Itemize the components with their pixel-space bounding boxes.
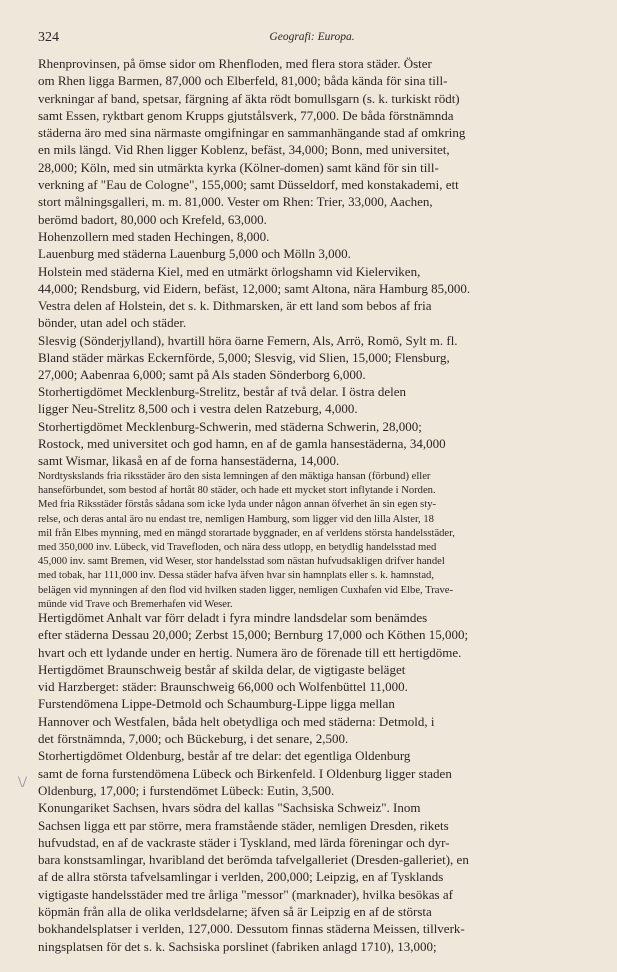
text-line: berömd badort, 80,000 och Krefeld, 63,000. xyxy=(38,211,267,227)
text-line: Hertigdömet Braunschweig består af skilda delar, de vigtigaste beläget xyxy=(38,661,406,677)
text-line: ningsplatsen för det s. k. Sachsiska porslinet (fabriken anlagd 1710), 13,000; xyxy=(38,938,437,954)
text-line: det förstnämnda, 7,000; och Bückeburg, i det senare, 2,500. xyxy=(38,731,349,747)
text-line: en mils längd. Vid Rhen ligger Koblenz, befäst, 34,000; Bonn, med universitet, xyxy=(38,142,450,158)
text-line: Storhertigdömet Mecklenburg-Strelitz, består af två delar. I östra delen xyxy=(38,384,406,399)
small-print-line: relse, och deras antal äro nu endast tre, nemligen Hamburg, som ligger vid den lilla Alster, 18 xyxy=(38,513,434,525)
small-print-line: med tobak, har 111,000 inv. Dessa städer hafva äfven hvar sin hamnplats eller s. k. hamnstad, xyxy=(38,570,434,582)
page-header xyxy=(38,30,586,48)
text-line: Holstein med städerna Kiel, med en utmärkt örlogshamn vid Kielerviken, xyxy=(38,263,421,279)
text-line: hufvudstad, en af de vackraste städer i Tyskland, med lärda föreningar och dyr- xyxy=(38,834,450,850)
text-line: bara konstsamlingar, hvaribland det berömda tafvelgalleriet (Dresden-galleriet), en xyxy=(38,852,469,868)
text-line: Storhertigdömet Mecklenburg-Schwerin, med städerna Schwerin, 28,000; xyxy=(38,418,422,434)
text-line: samt Wismar, likaså en af de forna hansestäderna, 14,000. xyxy=(38,453,340,469)
text-line: Oldenburg, 17,000; i furstendömet Lübeck: Eutin, 3,500. xyxy=(38,782,335,798)
text-line: Vestra delen af Holstein, det s. k. Dithmarsken, är ett land som bebos af fria xyxy=(38,298,432,314)
text-line: Hannover och Westfalen, båda helt obetydliga och med städerna: Detmold, i xyxy=(38,713,435,729)
text-line: Rostock, med universitet och god hamn, en af de gamla hansestäderna, 34,000 xyxy=(38,435,446,451)
page-number: 324 xyxy=(38,30,59,45)
small-print-line: 45,000 inv. samt Bremen, vid Weser, stor handelsstad som nästan hufvudsakligen drifver handel xyxy=(38,556,445,568)
text-line: ligger Neu-Strelitz 8,500 och i vestra delen Ratzeburg, 4,000. xyxy=(38,401,358,417)
text-line: af de allra största tafvelsamlingar i verlden, 200,000; Leipzig, en af Tysklands xyxy=(38,869,444,885)
text-line: hvart och ett lydande under en hertig. Numera äro de förenade till ett hertigdöme. xyxy=(38,644,462,660)
text-line: efter städerna Dessau 20,000; Zerbst 15,000; Bernburg 17,000 och Köthen 15,000; xyxy=(38,627,469,643)
text-line: Hertigdömet Anhalt var förr deladt i fyra mindre landsdelar som benämdes xyxy=(38,610,428,625)
text-line: köpmän från alla de olika verldsdelarne; äfven så är Leipzig en af de största xyxy=(38,904,432,920)
text-line: verkningar af band, spetsar, färgning af äkta rödt bomullsgarn (s. k. turkiskt rödt) xyxy=(38,90,460,106)
small-print-line: Med fria Riksstäder förstås sådana som icke lyda under någon annan öfverhet än sin egen sty- xyxy=(38,499,437,511)
text-line: 28,000; Köln, med sin utmärkta kyrka (Kölner-domen) samt känd för sin till- xyxy=(38,159,439,175)
text-line: Hohenzollern med staden Hechingen, 8,000. xyxy=(38,228,270,244)
text-line: 44,000; Rendsburg, vid Eidern, befäst, 12,000; samt Altona, nära Hamburg 85,000. xyxy=(38,280,471,296)
text-line: Rhenprovinsen, på ömse sidor om Rhenfloden, med flera stora städer. Öster xyxy=(38,56,432,71)
section-rhenprovinsen xyxy=(38,55,586,384)
text-line: samt Essen, ryktbart genom Krupps gjutstålsverk, 77,000. De båda förstnämnda xyxy=(38,107,454,123)
text-line: stort målningsgalleri, m. m. 81,000. Vester om Rhen: Trier, 33,000, Aachen, xyxy=(38,194,433,210)
running-head: Geografi: Europa. xyxy=(269,31,355,43)
text-line: Sachsen ligga ett par större, mera framstående städer, nemligen Dresden, rikets xyxy=(38,817,449,833)
text-line: bönder, utan adel och städer. xyxy=(38,315,187,331)
small-print-line: med 350,000 inv. Lübeck, vid Travefloden, och nära dess utlopp, en betydlig handelsstad med xyxy=(38,541,437,553)
text-line: samt de forna furstendömena Lübeck och Birkenfeld. I Oldenburg ligger staden xyxy=(38,765,452,781)
text-line: Storhertigdömet Oldenburg, består af tre delar: det egentliga Oldenburg xyxy=(38,748,411,764)
text-line: vid Harzberget: städer: Braunschweig 66,000 och Wolfenbüttel 11,000. xyxy=(38,679,408,695)
small-print-line: Nordtyskslands fria riksstäder äro den sista lemningen af den mäktiga hansan (förbund) eller xyxy=(38,471,431,482)
section-mecklenburg xyxy=(38,383,586,469)
small-print-line: hanseförbundet, som bestod af hortåt 80 städer, och hade ett mycket stort inflytande i Norden. xyxy=(38,485,436,497)
text-line: städerna äro med sina närmaste omgifningar en sammanhängande stad af omkring xyxy=(38,125,466,141)
text-line: bokhandelsplatser i verlden, 127,000. Dessutom finnas städerna Meissen, tillverk- xyxy=(38,921,465,937)
text-line: Furstendömena Lippe-Detmold och Schaumburg-Lippe ligga mellan xyxy=(38,696,395,712)
text-line: om Rhen ligga Barmen, 87,000 och Elberfeld, 81,000; båda kända för sina till- xyxy=(38,73,448,89)
text-line: Lauenburg med städerna Lauenburg 5,000 och Mölln 3,000. xyxy=(38,246,351,262)
small-print-line: mil från Elbes mynning, med en mängd storartade byggnader, en af verldens största handelsstäder, xyxy=(38,527,455,539)
small-print-riksstader xyxy=(38,470,586,612)
text-line: Slesvig (Sönderjylland), hvartill höra öarne Femern, Als, Arrö, Romö, Sylt m. fl. xyxy=(38,332,458,348)
small-print-line: belägen vid mynningen af den flod vid hvilken staden ligger, nemligen Cuxhafen vid Elbe, Trave- xyxy=(38,584,453,596)
margin-pencil-mark: \/ xyxy=(18,774,27,791)
small-print-line: münde vid Trave och Bremerhafen vid Weser. xyxy=(38,598,233,610)
text-line: verkning af "Eau de Cologne", 155,000; samt Düsseldorf, med konstakademi, ett xyxy=(38,177,459,193)
text-line: 27,000; Aabenraa 6,000; samt på Als staden Sönderborg 6,000. xyxy=(38,367,366,383)
section-duchies-saxony xyxy=(38,609,586,955)
text-line: vigtigaste handelsstäder med tre årliga "messor" (marknader), hvilka besökas af xyxy=(38,886,453,902)
text-line: Bland städer märkas Eckernförde, 5,000; Slesvig, vid Slien, 15,000; Flensburg, xyxy=(38,350,450,366)
text-line: Konungariket Sachsen, hvars södra del kallas "Sachsiska Schweiz". Inom xyxy=(38,800,421,816)
